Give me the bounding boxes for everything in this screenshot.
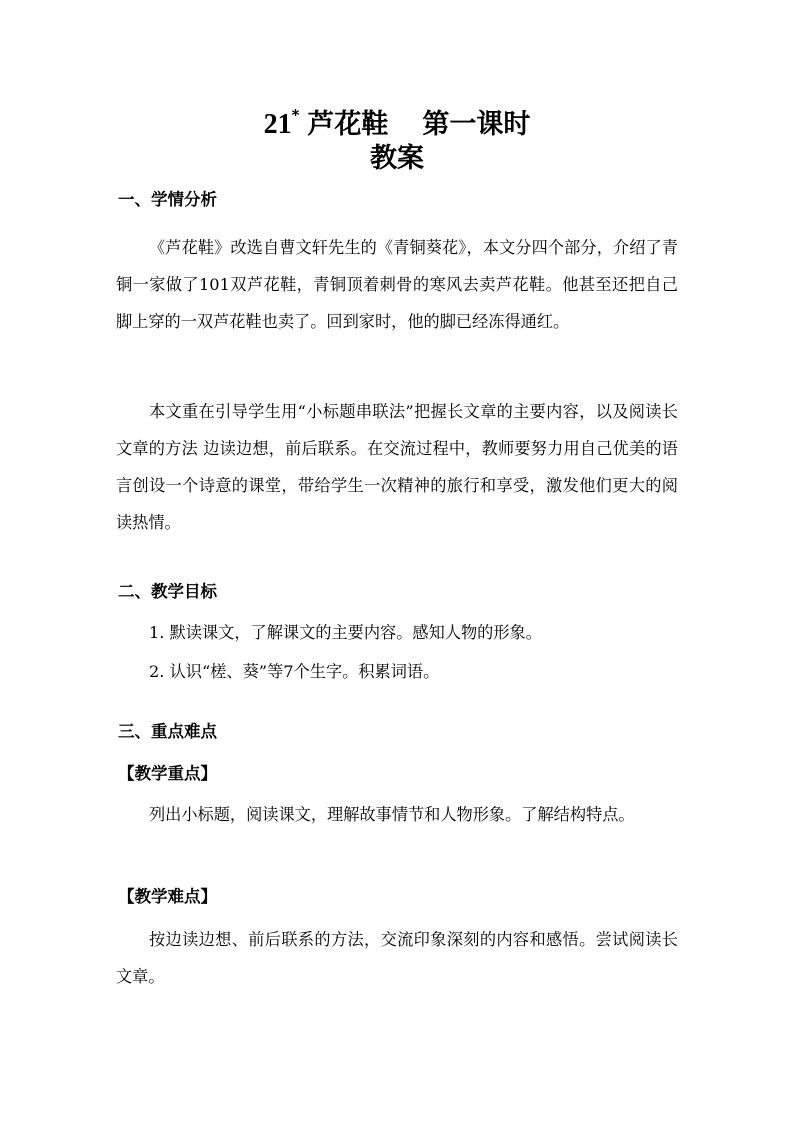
section-heading-analysis: 一、学情分析 bbox=[118, 190, 217, 209]
document-title bbox=[0, 100, 794, 143]
objective-item-2: 2. 认识“槎、葵”等7个生字。积累词语。 bbox=[149, 662, 440, 681]
section-heading-key-points: 三、重点难点 bbox=[118, 722, 217, 741]
section-heading-objectives: 二、教学目标 bbox=[118, 582, 217, 601]
lesson-name: 芦花鞋 bbox=[307, 109, 389, 140]
analysis-paragraph-1: 《芦花鞋》改选自曹文轩先生的《青铜葵花》，本文分四个部分，介绍了青铜一家做了101双芦花鞋，青铜顶着刺骨的寒风去卖芦花鞋。他甚至还把自己脚上穿的一双芦花鞋也卖了。回到家时，他的脚已经冻得通红。 bbox=[116, 238, 678, 331]
document-subtitle: 教案 bbox=[370, 143, 424, 174]
lesson-session: 第一课时 bbox=[422, 109, 531, 140]
analysis-paragraph-2: 本文重在引导学生用“小标题串联法”把握长文章的主要内容，以及阅读长文章的方法 边读边想，前后联系。在交流过程中，教师要努力用自己优美的语言创设一个诗意的课堂，带给学生一次精神的旅行和享受，激发他们更大的阅读热情。 bbox=[116, 402, 678, 532]
optional-lesson-mark: * bbox=[291, 106, 300, 124]
lesson-number: 21 bbox=[263, 109, 292, 140]
key-point-text: 列出小标题，阅读课文，理解故事情节和人物形象。了解结构特点。 bbox=[149, 805, 635, 824]
difficulty-heading: 【教学难点】 bbox=[118, 887, 217, 906]
difficulty-text: 按边读边想、前后联系的方法，交流印象深刻的内容和感悟。尝试阅读长文章。 bbox=[116, 930, 678, 986]
key-point-heading: 【教学重点】 bbox=[118, 764, 217, 783]
objective-item-1: 1. 默读课文，了解课文的主要内容。感知人物的形象。 bbox=[149, 623, 542, 642]
